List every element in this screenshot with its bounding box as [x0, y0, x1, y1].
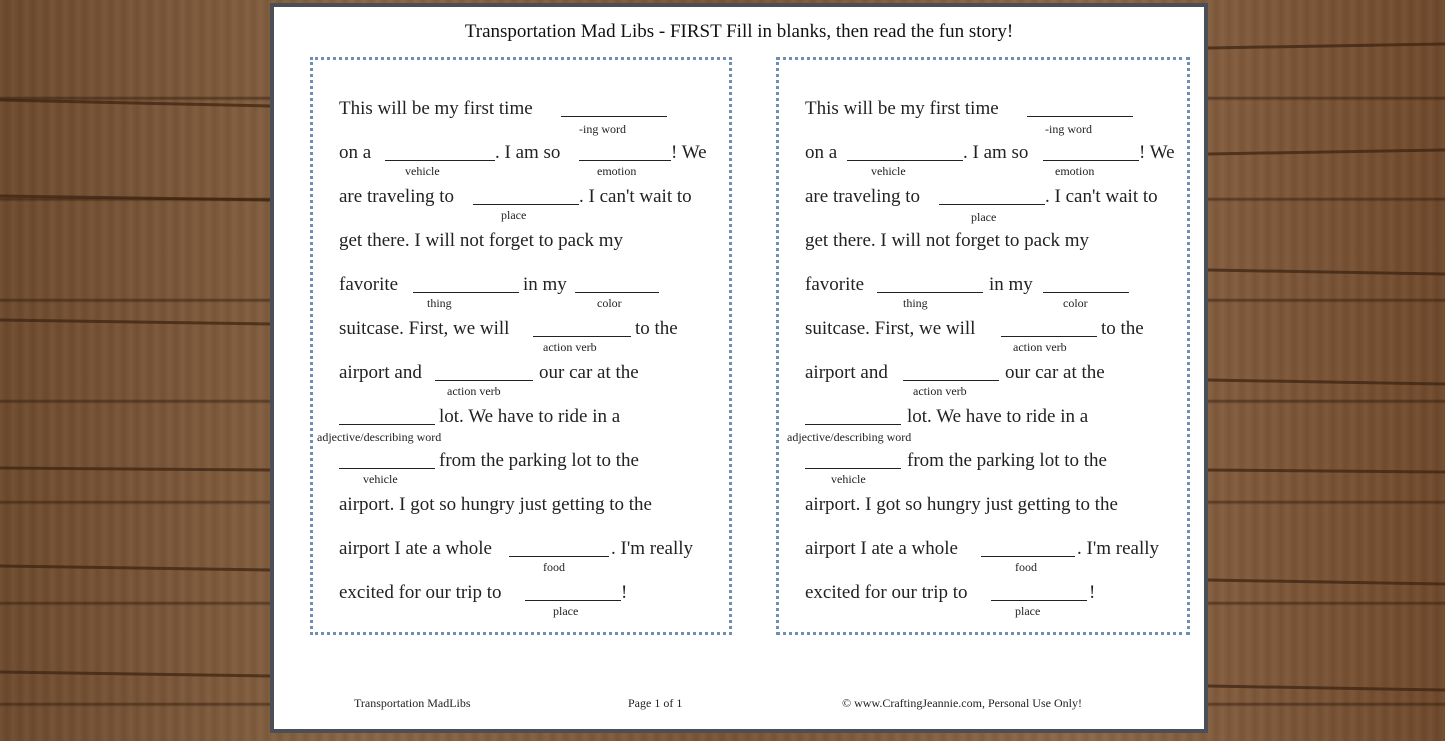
story-line [805, 582, 1177, 626]
hint-label: food [543, 560, 565, 574]
blank-adjective[interactable] [339, 406, 435, 425]
page-title: Transportation Mad Libs - FIRST Fill in blanks, then read the fun story! [464, 21, 1014, 42]
hint-label: place [971, 210, 997, 224]
story-text: suitcase. First, we will [805, 318, 976, 339]
story-text: ! [1089, 582, 1096, 603]
hint-label: adjective/describing word [787, 430, 912, 444]
story-text: on a [339, 142, 372, 163]
story-text: airport and [805, 362, 888, 383]
hint-label: color [1063, 296, 1088, 310]
story-text: . I am so [963, 142, 1029, 163]
blank-vehicle[interactable] [847, 142, 963, 161]
story-line [339, 142, 719, 186]
blank-color[interactable] [1043, 274, 1129, 293]
story-line [339, 98, 719, 142]
story-text: . I can't wait to [579, 186, 692, 207]
story-text: airport I ate a whole [339, 538, 492, 559]
story-line [339, 186, 719, 230]
story-text: . I am so [495, 142, 561, 163]
hint-label: adjective/describing word [317, 430, 442, 444]
story-line [787, 406, 1177, 450]
story-text: ! [621, 582, 628, 603]
story-text: ! We [1139, 142, 1175, 163]
blank-thing[interactable] [877, 274, 983, 293]
story-text: from the parking lot to the [439, 450, 639, 471]
story-line [805, 318, 1177, 362]
story-line [339, 450, 719, 494]
story-text: to the [1101, 318, 1144, 339]
story-line [805, 362, 1177, 406]
blank-vehicle[interactable] [339, 450, 435, 469]
madlib-card-left [310, 57, 732, 635]
story-text: get there. I will not forget to pack my [339, 230, 624, 251]
hint-label: vehicle [405, 164, 440, 178]
hint-label: thing [427, 296, 452, 310]
hint-label: action verb [543, 340, 597, 354]
blank-place[interactable] [525, 582, 621, 601]
story-text: airport I ate a whole [805, 538, 958, 559]
blank-action-verb[interactable] [435, 362, 533, 381]
story-text: favorite [805, 274, 865, 295]
story-text: ! We [671, 142, 707, 163]
story-line [339, 494, 719, 538]
blank-food[interactable] [509, 538, 609, 557]
story-line [339, 318, 719, 362]
story-line [339, 538, 719, 582]
story-text: excited for our trip to [339, 582, 502, 603]
story-text: . I'm really [1077, 538, 1160, 559]
story-text: This will be my first time [805, 98, 999, 119]
blank-emotion[interactable] [1043, 142, 1139, 161]
story-line [805, 186, 1177, 230]
story-line [339, 274, 719, 318]
blank-action-verb[interactable] [1001, 318, 1097, 337]
story-text: . I'm really [611, 538, 694, 559]
story-text: to the [635, 318, 678, 339]
story-text: lot. We have to ride in a [907, 406, 1089, 427]
story-text: excited for our trip to [805, 582, 968, 603]
blank-vehicle[interactable] [805, 450, 901, 469]
madlib-card-right [776, 57, 1190, 635]
hint-label: place [1015, 604, 1041, 618]
story-line [805, 538, 1177, 582]
story-line [339, 230, 719, 274]
hint-label: action verb [1013, 340, 1067, 354]
story-text: our car at the [1005, 362, 1105, 383]
story-text: This will be my first time [339, 98, 533, 119]
story-text: in my [989, 274, 1033, 295]
story-text: are traveling to [805, 186, 921, 207]
hint-label: action verb [447, 384, 501, 398]
footer-copyright: © www.CraftingJeannie.com, Personal Use Only! [842, 696, 1082, 710]
story-text: suitcase. First, we will [339, 318, 510, 339]
hint-label: place [553, 604, 579, 618]
story-text: from the parking lot to the [907, 450, 1107, 471]
story-text: favorite [339, 274, 399, 295]
blank-action-verb[interactable] [533, 318, 631, 337]
hint-label: thing [903, 296, 928, 310]
hint-label: action verb [913, 384, 967, 398]
blank-color[interactable] [575, 274, 659, 293]
story-line [317, 406, 719, 450]
blank-place[interactable] [939, 186, 1045, 205]
blank-emotion[interactable] [579, 142, 671, 161]
story-text: lot. We have to ride in a [439, 406, 621, 427]
story-text: airport. I got so hungry just getting to the [805, 494, 1118, 515]
story-line [339, 582, 719, 626]
hint-label: color [597, 296, 622, 310]
story-line [805, 494, 1177, 538]
story-line [339, 362, 719, 406]
blank-action-verb[interactable] [903, 362, 999, 381]
story-line [805, 230, 1177, 274]
hint-label: vehicle [363, 472, 398, 486]
hint-label: vehicle [871, 164, 906, 178]
blank-vehicle[interactable] [385, 142, 495, 161]
story-text: on a [805, 142, 838, 163]
story-line [805, 142, 1177, 186]
story-text: . I can't wait to [1045, 186, 1158, 207]
story-line [805, 274, 1177, 318]
hint-label: -ing word [1045, 122, 1092, 136]
story-line [805, 98, 1177, 142]
hint-label: -ing word [579, 122, 626, 136]
story-line [805, 450, 1177, 494]
story-text: our car at the [539, 362, 639, 383]
story-text: airport and [339, 362, 422, 383]
blank-food[interactable] [981, 538, 1075, 557]
story-text: in my [523, 274, 567, 295]
hint-label: food [1015, 560, 1037, 574]
story-text: are traveling to [339, 186, 455, 207]
blank-thing[interactable] [413, 274, 519, 293]
footer-title: Transportation MadLibs [354, 696, 471, 710]
story-text: get there. I will not forget to pack my [805, 230, 1090, 251]
hint-label: emotion [597, 164, 637, 178]
blank-ing-word[interactable] [561, 98, 667, 117]
blank-adjective[interactable] [805, 406, 901, 425]
story-text: airport. I got so hungry just getting to the [339, 494, 652, 515]
hint-label: vehicle [831, 472, 866, 486]
blank-place[interactable] [473, 186, 579, 205]
worksheet-page [270, 3, 1208, 733]
blank-place[interactable] [991, 582, 1087, 601]
hint-label: emotion [1055, 164, 1095, 178]
hint-label: place [501, 208, 527, 222]
footer-page-number: Page 1 of 1 [628, 696, 683, 710]
blank-ing-word[interactable] [1027, 98, 1133, 117]
